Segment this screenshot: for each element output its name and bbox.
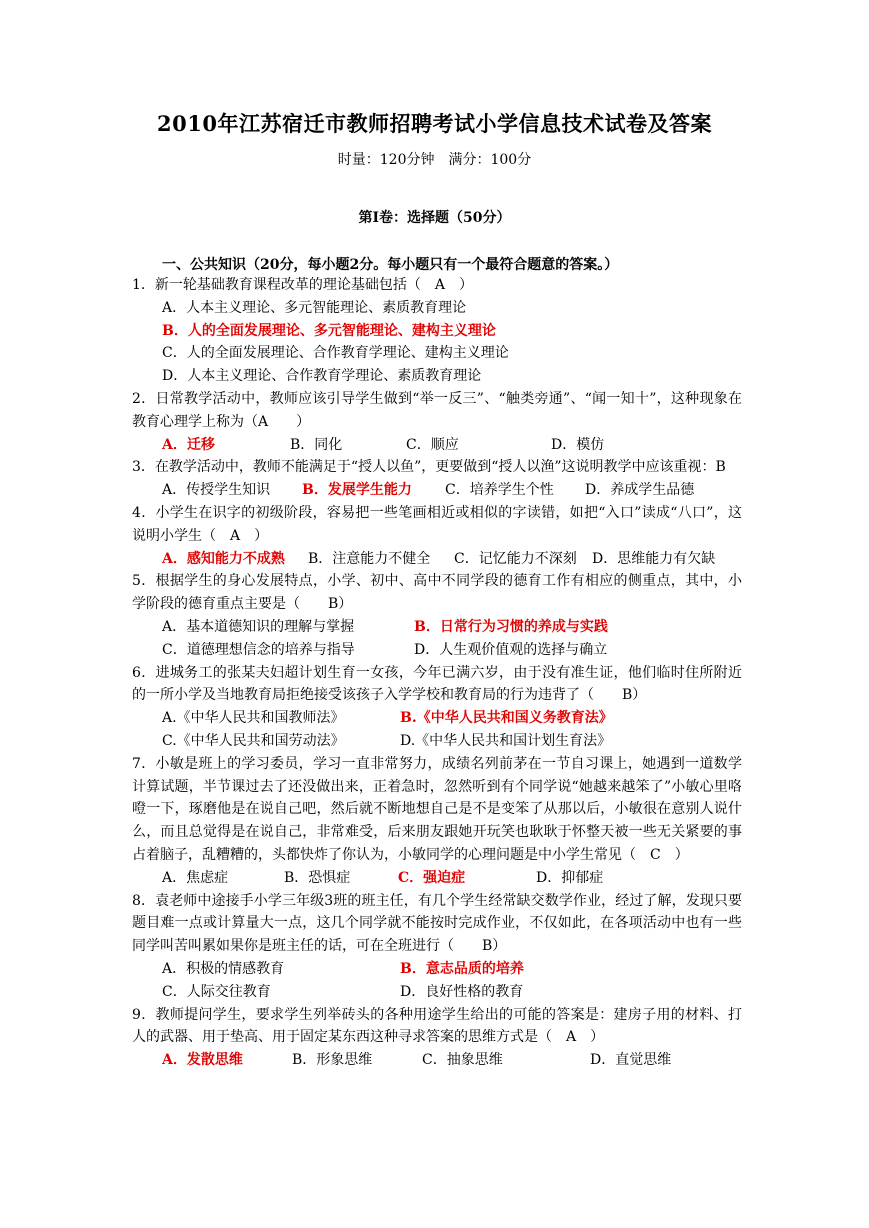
- question-9-option-a-answer: A．发散思维: [162, 1052, 243, 1069]
- question-7-option-a: A．焦虑症: [162, 869, 229, 886]
- page-title: 2010年江苏宿迁市教师招聘考试小学信息技术试卷及答案: [157, 111, 712, 136]
- question-8-stem: 8．袁老师中途接手小学三年级3班的班主任，有几个学生经常缺交数学作业，经过了解，发现只要题目难一点或计算量大一点，这几个同学就不能按时完成作业，不仅如此，在各项活动中也有一些同学叫苦叫累如果你是班主任的话，可在全班进行（ B）: [132, 892, 742, 955]
- question-3-option-a: A．传授学生知识: [162, 482, 271, 499]
- question-list: [132, 274, 742, 1072]
- question-1-option-c: C．人的全面发展理论、合作教育学理论、建构主义理论: [162, 345, 509, 362]
- question-3-option-b-answer: B．发展学生能力: [302, 482, 412, 499]
- question-8-options-row-1: [132, 958, 742, 981]
- question-7-stem: 7．小敏是班上的学习委员，学习一直非常努力，成绩名列前茅在一节自习课上，她遇到一道数学计算试题，半节课过去了还没做出来，正着急时，忽然听到有个同学说“她越来越笨了”小敏心里咯噔一下，琢磨他是在说自己吧，然后就不断地想自己是不是变笨了从那以后，小敏很在意别人说什么，而且总觉得是在说自己，非常难受，后来朋友跟她开玩笑也耿耿于怀整天被一些无关紧要的事占着脑子，乱糟糟的，头都快炸了你认为，小敏同学的心理问题是中小学生常见（ C ）: [132, 755, 742, 863]
- question-5-option-b-answer: B．日常行为习惯的养成与实践: [414, 618, 608, 635]
- question-9-option-b: B．形象思维: [292, 1052, 373, 1069]
- question-8-option-b-answer: B．意志品质的培养: [400, 960, 524, 977]
- part-heading: 一、公共知识（20分，每小题2分。每小题只有一个最符合题意的答案。）: [162, 257, 619, 273]
- question-7-options: [132, 867, 742, 890]
- question-4-option-b: B．注意能力不健全: [308, 550, 431, 567]
- question-1-option-a: A．人本主义理论、多元智能理论、素质教育理论: [162, 299, 467, 316]
- question-4-option-c: C．记忆能力不深刻: [454, 550, 577, 567]
- question-2-option-a-answer: A．迁移: [162, 436, 215, 453]
- question-8-options-row-2: [132, 981, 742, 1004]
- question-5-options-row-1: [132, 616, 742, 639]
- question-5-option-a: A．基本道德知识的理解与掌握: [162, 618, 355, 635]
- question-4-option-d: D．思维能力有欠缺: [592, 550, 716, 567]
- question-6-option-b-answer: B.《中华人民共和国义务教育法》: [400, 710, 613, 727]
- question-5-option-d: D．人生观价值观的选择与确立: [414, 641, 608, 658]
- question-9-option-d: D．直觉思维: [590, 1052, 672, 1069]
- question-3-option-d: D．养成学生品德: [585, 482, 695, 499]
- question-5-stem: 5．根据学生的身心发展特点，小学、初中、高中不同学段的德育工作有相应的侧重点，其中，小学阶段的德育重点主要是（ B）: [132, 573, 742, 613]
- question-3-option-c: C．培养学生个性: [445, 482, 554, 499]
- question-5-options-row-2: [132, 639, 742, 662]
- section-heading: 第Ⅰ卷：选择题（50分）: [358, 210, 511, 226]
- question-5-option-c: C．道德理想信念的培养与指导: [162, 641, 355, 658]
- question-1-option-b-answer: B．人的全面发展理论、多元智能理论、建构主义理论: [162, 322, 496, 339]
- question-2-option-c: C．顺应: [406, 436, 459, 453]
- question-9-stem: 9．教师提问学生，要求学生列举砖头的各种用途学生给出的可能的答案是：建房子用的材料、打人的武器、用于垫高、用于固定某东西这种寻求答案的思维方式是（ A ）: [132, 1006, 742, 1046]
- question-6-options-row-2: [132, 730, 742, 753]
- question-2-option-b: B．同化: [290, 436, 343, 453]
- question-7-option-d: D．抑郁症: [536, 869, 604, 886]
- question-6-options-row-1: [132, 707, 742, 730]
- question-4-stem: 4．小学生在识字的初级阶段，容易把一些笔画相近或相似的字读错，如把“入口”读成“八口”，这说明小学生（ A ）: [132, 504, 742, 544]
- question-1-option-d: D．人本主义理论、合作教育学理论、素质教育理论: [162, 368, 482, 385]
- question-2-options: [132, 434, 742, 457]
- exam-duration-score: 时量：120分钟 满分：100分: [337, 152, 532, 168]
- question-9-options: [132, 1049, 742, 1072]
- question-9-option-c: C．抽象思维: [422, 1052, 503, 1069]
- question-6-stem: 6．进城务工的张某夫妇超计划生育一女孩，今年已满六岁，由于没有准生证，他们临时住所附近的一所小学及当地教育局拒绝接受该孩子入学学校和教育局的行为违背了（ B）: [132, 664, 742, 704]
- question-2-option-d: D．模仿: [551, 436, 605, 453]
- question-3-stem: 3．在教学活动中，教师不能满足于“授人以鱼”，更要做到“授人以渔”这说明教学中应该重视：B: [132, 459, 726, 476]
- question-8-option-a: A．积极的情感教育: [162, 960, 285, 977]
- question-6-option-a: A.《中华人民共和国教师法》: [162, 710, 345, 727]
- question-1-stem: 1．新一轮基础教育课程改革的理论基础包括（ A ）: [132, 277, 474, 293]
- question-4-option-a-answer: A．感知能力不成熟: [162, 550, 285, 567]
- question-7-option-b: B．恐惧症: [284, 869, 351, 886]
- question-8-option-c: C．人际交往教育: [162, 983, 271, 1000]
- question-4-options: [132, 548, 742, 571]
- question-3-options: [132, 479, 742, 502]
- question-6-option-d: D.《中华人民共和国计划生育法》: [400, 732, 612, 749]
- question-6-option-c: C.《中华人民共和国劳动法》: [162, 732, 345, 749]
- question-8-option-d: D．良好性格的教育: [400, 983, 524, 1000]
- question-2-stem: 2．日常教学活动中，教师应该引导学生做到“举一反三”、“触类旁通”、“闻一知十”，这种现象在教育心理学上称为（A ）: [132, 390, 742, 430]
- question-7-option-c-answer: C．强迫症: [398, 869, 466, 886]
